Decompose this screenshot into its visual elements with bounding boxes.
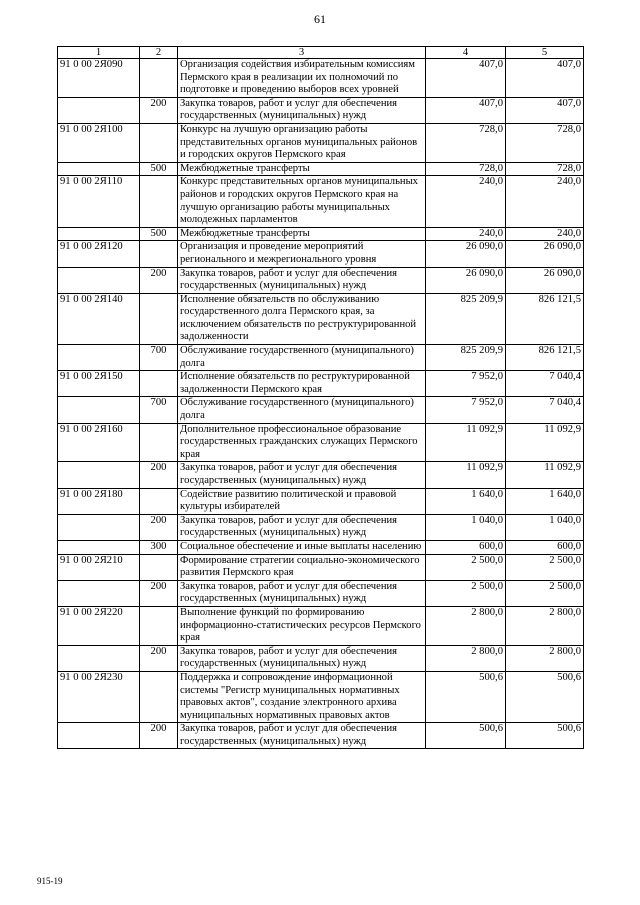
cell-expense-type <box>140 423 178 462</box>
cell-amount-year-1: 728,0 <box>426 123 506 162</box>
cell-item-name: Закупка товаров, работ и услуг для обеспечения государственных (муниципальных) нужд <box>178 514 426 540</box>
cell-amount-year-2: 7 040,4 <box>506 371 584 397</box>
cell-amount-year-2: 1 640,0 <box>506 488 584 514</box>
cell-item-name: Поддержка и сопровождение информационной системы "Регистр муниципальных нормативных правовых актов", создание электронного архива муниципальных нормативных правовых актов <box>178 671 426 722</box>
cell-target-code: 91 0 00 2Я110 <box>58 176 140 227</box>
cell-target-code <box>58 345 140 371</box>
cell-amount-year-1: 600,0 <box>426 540 506 554</box>
cell-expense-type: 200 <box>140 267 178 293</box>
cell-target-code <box>58 514 140 540</box>
cell-amount-year-2: 826 121,5 <box>506 293 584 344</box>
cell-amount-year-1: 407,0 <box>426 97 506 123</box>
cell-amount-year-1: 2 800,0 <box>426 645 506 671</box>
cell-amount-year-2: 500,6 <box>506 723 584 749</box>
cell-expense-type <box>140 671 178 722</box>
table-row <box>58 162 584 176</box>
cell-amount-year-1: 240,0 <box>426 227 506 241</box>
cell-target-code <box>58 645 140 671</box>
cell-target-code <box>58 397 140 423</box>
cell-item-name: Закупка товаров, работ и услуг для обеспечения государственных (муниципальных) нужд <box>178 645 426 671</box>
table-row <box>58 59 584 98</box>
cell-amount-year-1: 26 090,0 <box>426 267 506 293</box>
cell-item-name: Закупка товаров, работ и услуг для обеспечения государственных (муниципальных) нужд <box>178 580 426 606</box>
cell-target-code: 91 0 00 2Я140 <box>58 293 140 344</box>
cell-target-code <box>58 267 140 293</box>
cell-item-name: Содействие развитию политической и правовой культуры избирателей <box>178 488 426 514</box>
table-row <box>58 462 584 488</box>
cell-item-name: Дополнительное профессиональное образование государственных гражданских служащих Пермского края <box>178 423 426 462</box>
cell-amount-year-2: 2 500,0 <box>506 580 584 606</box>
cell-amount-year-1: 7 952,0 <box>426 371 506 397</box>
table-row <box>58 488 584 514</box>
cell-target-code: 91 0 00 2Я230 <box>58 671 140 722</box>
cell-amount-year-2: 407,0 <box>506 59 584 98</box>
cell-amount-year-2: 11 092,9 <box>506 462 584 488</box>
cell-amount-year-2: 600,0 <box>506 540 584 554</box>
cell-item-name: Социальное обеспечение и иные выплаты населению <box>178 540 426 554</box>
table-row <box>58 293 584 344</box>
table-header-row <box>58 47 584 59</box>
header-col-4: 4 <box>426 47 506 59</box>
page-number: 61 <box>314 12 326 26</box>
cell-expense-type <box>140 606 178 645</box>
header-col-5: 5 <box>506 47 584 59</box>
cell-item-name: Межбюджетные трансферты <box>178 227 426 241</box>
table-row <box>58 97 584 123</box>
cell-expense-type: 200 <box>140 462 178 488</box>
cell-item-name: Обслуживание государственного (муниципального) долга <box>178 397 426 423</box>
table-row <box>58 514 584 540</box>
cell-expense-type: 200 <box>140 514 178 540</box>
cell-amount-year-2: 2 500,0 <box>506 554 584 580</box>
cell-item-name: Организация содействия избирательным комиссиям Пермского края в реализации их полномочий по подготовке и проведению выборов всех уровней <box>178 59 426 98</box>
cell-target-code: 91 0 00 2Я220 <box>58 606 140 645</box>
cell-item-name: Исполнение обязательств по реструктурированной задолженности Пермского края <box>178 371 426 397</box>
cell-target-code: 91 0 00 2Я120 <box>58 241 140 267</box>
cell-expense-type: 300 <box>140 540 178 554</box>
cell-amount-year-1: 11 092,9 <box>426 462 506 488</box>
cell-amount-year-2: 826 121,5 <box>506 345 584 371</box>
cell-amount-year-2: 7 040,4 <box>506 397 584 423</box>
budget-table <box>57 46 584 749</box>
cell-expense-type <box>140 176 178 227</box>
cell-amount-year-2: 2 800,0 <box>506 606 584 645</box>
cell-target-code <box>58 227 140 241</box>
cell-item-name: Выполнение функций по формированию информационно-статистических ресурсов Пермского края <box>178 606 426 645</box>
cell-target-code: 91 0 00 2Я180 <box>58 488 140 514</box>
cell-expense-type: 200 <box>140 723 178 749</box>
cell-expense-type <box>140 371 178 397</box>
document-footer-code: 915-19 <box>37 876 63 886</box>
cell-amount-year-2: 240,0 <box>506 176 584 227</box>
cell-amount-year-1: 407,0 <box>426 59 506 98</box>
cell-amount-year-1: 26 090,0 <box>426 241 506 267</box>
cell-item-name: Обслуживание государственного (муниципального) долга <box>178 345 426 371</box>
table-row <box>58 540 584 554</box>
cell-target-code: 91 0 00 2Я150 <box>58 371 140 397</box>
cell-amount-year-1: 240,0 <box>426 176 506 227</box>
table-row <box>58 671 584 722</box>
cell-item-name: Закупка товаров, работ и услуг для обеспечения государственных (муниципальных) нужд <box>178 723 426 749</box>
cell-expense-type <box>140 59 178 98</box>
cell-amount-year-1: 11 092,9 <box>426 423 506 462</box>
table-row <box>58 723 584 749</box>
cell-amount-year-2: 1 040,0 <box>506 514 584 540</box>
table-row <box>58 645 584 671</box>
cell-item-name: Конкурс представительных органов муниципальных районов и городских округов Пермского края на лучшую организацию работы муниципальных молодежных парламентов <box>178 176 426 227</box>
cell-expense-type <box>140 241 178 267</box>
cell-target-code: 91 0 00 2Я160 <box>58 423 140 462</box>
table-row <box>58 606 584 645</box>
cell-amount-year-2: 26 090,0 <box>506 241 584 267</box>
cell-amount-year-1: 728,0 <box>426 162 506 176</box>
cell-amount-year-2: 240,0 <box>506 227 584 241</box>
cell-amount-year-2: 11 092,9 <box>506 423 584 462</box>
table-row <box>58 176 584 227</box>
cell-amount-year-2: 728,0 <box>506 162 584 176</box>
cell-target-code: 91 0 00 2Я100 <box>58 123 140 162</box>
header-col-2: 2 <box>140 47 178 59</box>
table-row <box>58 580 584 606</box>
table-row <box>58 123 584 162</box>
cell-expense-type: 700 <box>140 345 178 371</box>
table-row <box>58 267 584 293</box>
table-body <box>58 59 584 749</box>
cell-item-name: Закупка товаров, работ и услуг для обеспечения государственных (муниципальных) нужд <box>178 97 426 123</box>
cell-expense-type: 500 <box>140 162 178 176</box>
cell-item-name: Формирование стратегии социально-экономического развития Пермского края <box>178 554 426 580</box>
cell-expense-type <box>140 123 178 162</box>
table-row <box>58 345 584 371</box>
table-row <box>58 423 584 462</box>
cell-item-name: Исполнение обязательств по обслуживанию государственного долга Пермского края, за исключением обязательств по реструктурированной задолженности <box>178 293 426 344</box>
cell-expense-type <box>140 293 178 344</box>
cell-amount-year-1: 825 209,9 <box>426 293 506 344</box>
table-row <box>58 241 584 267</box>
cell-target-code <box>58 162 140 176</box>
table-row <box>58 227 584 241</box>
cell-amount-year-1: 500,6 <box>426 671 506 722</box>
cell-target-code <box>58 540 140 554</box>
cell-amount-year-1: 2 800,0 <box>426 606 506 645</box>
table-row <box>58 554 584 580</box>
cell-expense-type: 200 <box>140 645 178 671</box>
cell-item-name: Закупка товаров, работ и услуг для обеспечения государственных (муниципальных) нужд <box>178 267 426 293</box>
cell-target-code <box>58 462 140 488</box>
cell-target-code: 91 0 00 2Я090 <box>58 59 140 98</box>
table-row <box>58 371 584 397</box>
cell-target-code <box>58 580 140 606</box>
cell-amount-year-2: 2 800,0 <box>506 645 584 671</box>
cell-target-code <box>58 97 140 123</box>
cell-amount-year-2: 728,0 <box>506 123 584 162</box>
cell-amount-year-2: 500,6 <box>506 671 584 722</box>
cell-target-code <box>58 723 140 749</box>
cell-amount-year-1: 500,6 <box>426 723 506 749</box>
cell-item-name: Организация и проведение мероприятий регионального и межрегионального уровня <box>178 241 426 267</box>
cell-amount-year-1: 1 640,0 <box>426 488 506 514</box>
cell-amount-year-1: 825 209,9 <box>426 345 506 371</box>
cell-amount-year-1: 2 500,0 <box>426 580 506 606</box>
header-col-1: 1 <box>58 47 140 59</box>
cell-item-name: Закупка товаров, работ и услуг для обеспечения государственных (муниципальных) нужд <box>178 462 426 488</box>
cell-amount-year-2: 26 090,0 <box>506 267 584 293</box>
cell-amount-year-1: 7 952,0 <box>426 397 506 423</box>
cell-target-code: 91 0 00 2Я210 <box>58 554 140 580</box>
cell-item-name: Конкурс на лучшую организацию работы представительных органов муниципальных районов и городских округов Пермского края <box>178 123 426 162</box>
cell-expense-type <box>140 488 178 514</box>
cell-expense-type: 500 <box>140 227 178 241</box>
cell-amount-year-1: 1 040,0 <box>426 514 506 540</box>
cell-expense-type: 200 <box>140 97 178 123</box>
cell-expense-type: 700 <box>140 397 178 423</box>
table-row <box>58 397 584 423</box>
cell-item-name: Межбюджетные трансферты <box>178 162 426 176</box>
cell-expense-type: 200 <box>140 580 178 606</box>
header-col-3: 3 <box>178 47 426 59</box>
cell-amount-year-2: 407,0 <box>506 97 584 123</box>
cell-expense-type <box>140 554 178 580</box>
cell-amount-year-1: 2 500,0 <box>426 554 506 580</box>
